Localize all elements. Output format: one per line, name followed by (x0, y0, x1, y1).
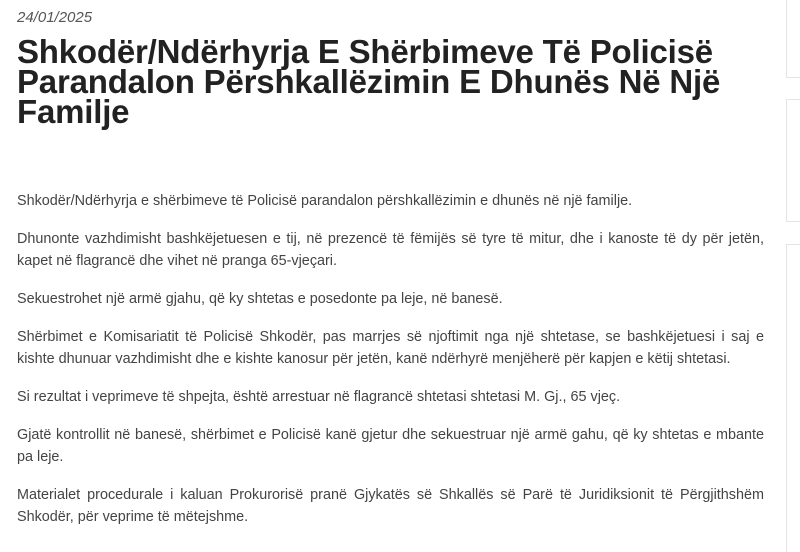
sidebar-widget-middle (786, 99, 800, 222)
paragraph-7: Materialet procedurale i kaluan Prokurorisë pranë Gjykatës së Shkallës së Parë të Juridiksionit të Përgjithshëm Shkodër, për veprime të mëtejshme. (17, 487, 764, 525)
sidebar-widget-bottom (786, 244, 800, 552)
article-title: Shkodër/Ndërhyrja E Shërbimeve Të Policisë Parandalon Përshkallëzimin E Dhunës Në Një Familje (17, 33, 721, 130)
paragraph-4: Shërbimet e Komisariatit të Policisë Shkodër, pas marrjes së njoftimit nga një shtetase, se bashkëjetuesi i saj e kishte dhunuar vazhdimisht dhe e kishte kanosur për jetën, kanë ndërhyrë menjëherë për kapjen e këtij shtetasi. (17, 329, 764, 367)
paragraph-1: Shkodër/Ndërhyrja e shërbimeve të Policisë parandalon përshkallëzimin e dhunës në një familje. (17, 193, 633, 209)
publish-date: 24/01/2025 (17, 9, 93, 26)
paragraph-3: Sekuestrohet një armë gjahu, që ky shtetas e posedonte pa leje, në banesë. (17, 291, 503, 307)
article-body (17, 190, 764, 544)
sidebar-widget-top (786, 0, 800, 78)
paragraph-2: Dhunonte vazhdimisht bashkëjetuesen e tij, në prezencë të fëmijës së tyre të mitur, dhe i kanoste të dy për jetën, kapet në flagrancë dhe vihet në pranga 65-vjeçari. (17, 231, 764, 269)
paragraph-5: Si rezultat i veprimeve të shpejta, është arrestuar në flagrancë shtetasi shtetasi M. Gj., 65 vjeç. (17, 389, 621, 405)
paragraph-6: Gjatë kontrollit në banesë, shërbimet e Policisë kanë gjetur dhe sekuestruar një armë gahu, që ky shtetas e mbante pa leje. (17, 427, 764, 465)
